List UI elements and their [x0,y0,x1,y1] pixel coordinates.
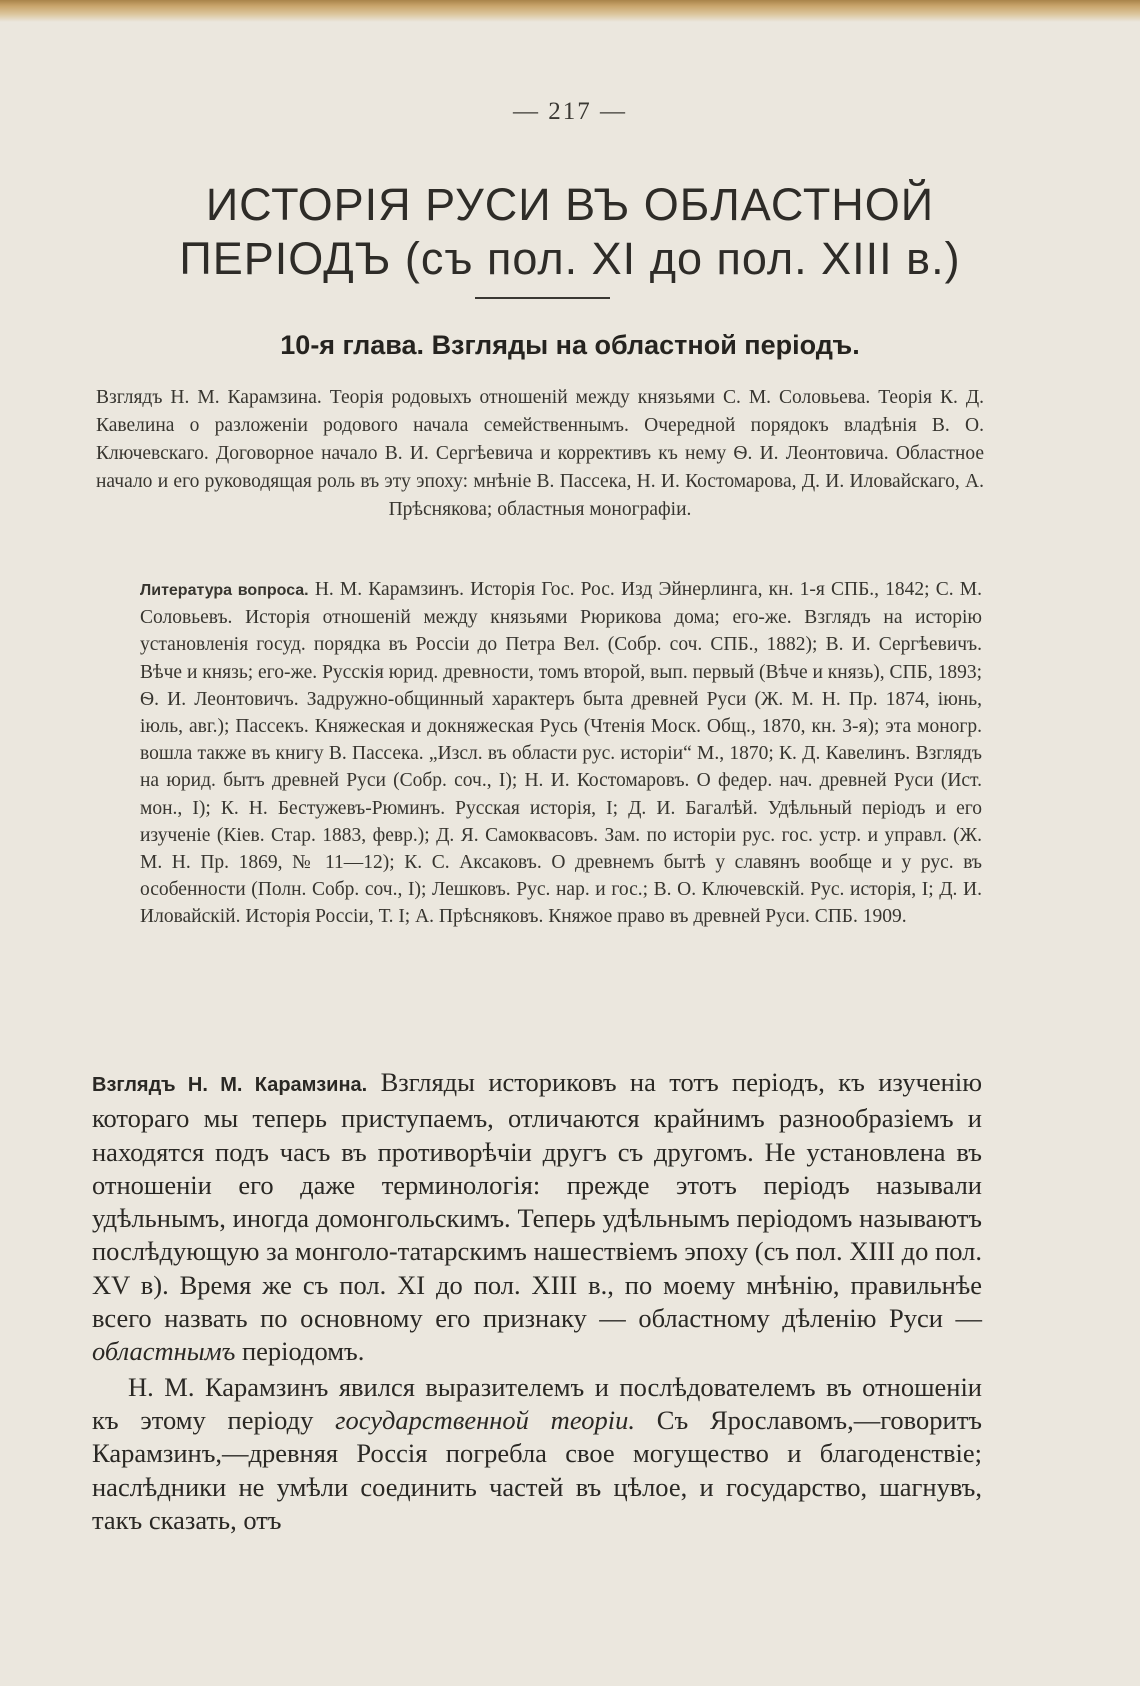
page-top-edge [0,0,1140,22]
title-divider [475,297,610,299]
literature-block [140,576,982,931]
paragraph-2 [92,1371,982,1537]
page-number: — 217 — [513,98,627,125]
section-run-head: Взглядъ Н. М. Карамзина. [92,1074,368,1096]
paragraph-1-text: Взгляды историковъ на тотъ періодъ, къ изученію котораго мы теперь приступаемъ, отличаются крайнимъ разнообразіемъ и находятся подъ часъ въ противорѣчіи другъ съ другомъ. Не установлена въ отношеніи его даже терминологія: прежде этотъ періодъ называли удѣльнымъ, иногда домонгольскимъ. Теперь удѣльнымъ періодомъ называютъ послѣдующую за монголо-татарскимъ нашествіемъ эпоху (съ пол. XIII до пол. XV в). Время же съ пол. XI до пол. XIII в., по моему мнѣнію, правильнѣе всего назвать по основному его признаку — областному дѣленію Руси — [92,1067,983,1334]
chapter-summary: Взглядъ Н. М. Карамзина. Теорія родовыхъ отношеній между князьями С. М. Соловьева. Теорія К. Д. Кавелина о разложеніи родового начала семейственнымъ. Очередной порядокъ владѣнія В. О. Ключевскаго. Договорное начало В. И. Сергѣевича и коррективъ къ нему Ѳ. И. Леонтовича. Областное начало и его руководящая роль въ эту эпоху: мнѣніе В. Пассека, Н. И. Костомарова, Д. И. Иловайскаго, А. Прѣснякова; областныя монографіи. [96,387,984,520]
literature-text: Н. М. Карамзинъ. Исторія Гос. Рос. Изд Эйнерлинга, кн. 1-я СПБ., 1842; С. М. Соловьевъ. Исторія отношеній между князьями Рюрикова дома; его-же. Взглядъ на исторію установленія госуд. порядка въ Россіи до Петра Вел. (Собр. соч. СПБ., 1882); В. И. Сергѣевичъ. Вѣче и князь; его-же. Русскія юрид. древности, томъ второй, вып. первый (Вѣче и князь), СПБ, 1893; Ѳ. И. Леонтовичъ. Задружно-общинный характеръ быта древней Руси (Ж. М. Н. Пр. 1874, іюнь, іюль, авг.); Пассекъ. Княжеская и докняжеская Русь (Чтенія Моск. Общ., 1870, кн. 3-я); эта моногр. вошла также въ книгу В. Пассека. „Изсл. въ области рус. исторіи“ М., 1870; К. Д. Кавелинъ. Взглядъ на юрид. бытъ древней Руси (Собр. соч., I); Н. И. Костомаровъ. О федер. нач. древней Руси (Ист. мон., I); К. Н. Бестужевъ-Рюминъ. Русская исторія, I; Д. И. Багалѣй. Удѣльный періодъ и его изученіе (Кіев. Стар. 1883, февр.); Д. Я. Самоквасовъ. Зам. по исторіи рус. гос. устр. и управл. (Ж. М. Н. Пр. 1869, № 11—12); К. С. Аксаковъ. О древнемъ бытѣ у славянъ вообще и у рус. въ особенности (Полн. Собр. соч., I); Лешковъ. Рус. нар. и гос.; В. О. Ключевскій. Рус. исторія, I; Д. И. Иловайскій. Исторія Россіи, Т. I; А. Прѣсняковъ. Княжое право въ древней Руси. СПБ. 1909. [140,579,983,928]
main-text [92,1066,982,1537]
chapter-title: ИСТОРІЯ РУСИ ВЪ ОБЛАСТНОЙ ПЕРІОДЪ (съ пол. XI до пол. XIII в.) [179,179,961,284]
paragraph-1 [92,1066,982,1369]
paragraph-1-end: періодомъ. [241,1336,365,1367]
literature-label: Литература вопроса. [140,582,309,599]
paragraph-2-emphasis: государственной теоріи. [335,1404,635,1435]
paragraph-2-end: Съ Ярославомъ,—говоритъ Карамзинъ,—древняя Россія погребла свое могущество и благоденствіе; наслѣдники не умѣли соединить частей въ цѣлое, и государство, шагнувъ, такъ сказать, отъ [92,1404,982,1535]
paragraph-1-emphasis: областнымъ [92,1336,236,1367]
chapter-heading: 10-я глава. Взгляды на областной періодъ. [280,330,860,360]
paragraph-2-start: Н. М. Карамзинъ явился выразителемъ и послѣдователемъ въ отношеніи къ этому періоду [92,1371,982,1435]
